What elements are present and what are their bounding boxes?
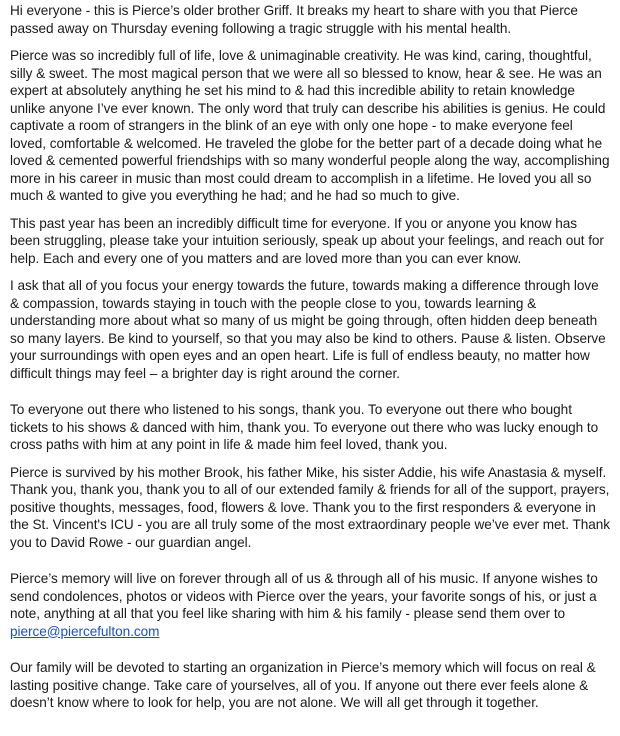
email-link[interactable]: pierce@piercefulton.com (10, 623, 160, 639)
paragraph-tribute: Pierce was so incredibly full of life, love & unimaginable creativity. He was kind, caring, thoughtful, silly & sweet. The most magical person that we were all so blessed to know, hear & see. He was an expert at absolutely anything he set his mind to & had this incredible ability to retain knowledge unlike anyone I’ve ever known. The only word that truly can describe his abilities is genius. He could captivate a room of strangers in the blink of an eye with only one hope - to make everyone feel loved, comfortable & welcomed. He traveled the globe for the better part of a decade doing what he loved & cemented powerful friendships with so many wonderful people along the way, accomplishing more in his career in music than most could dream to accomplish in a lifetime. He loved you all so much & wanted to give you everything he had; and he had so much to give. (10, 48, 610, 203)
paragraph-memory (10, 570, 610, 640)
paragraph-memory-text: Pierce’s memory will live on forever through all of us & through all of his music. If anyone wishes to send condolences, photos or videos with Pierce over the years, your favorite songs of his, or just a note, anything at all that you feel like sharing with him & his family - please send them over to (10, 571, 598, 621)
paragraph-intro: Hi everyone - this is Pierce’s older brother Griff. It breaks my heart to share with you that Pierce passed away on Thursday evening following a tragic struggle with his mental health. (10, 3, 578, 36)
paragraph-thanks-fans: To everyone out there who listened to his songs, thank you. To everyone out there who bought tickets to his shows & danced with him, thank you. To everyone out there who was lucky enough to cross paths with him at any point in life & made him feel loved, thank you. (10, 402, 599, 452)
letter-document (10, 2, 610, 712)
paragraph-survived-by: Pierce is survived by his mother Brook, his father Mike, his sister Addie, his wife Anastasia & myself. Thank you, thank you, thank you to all of our extended family & friends for all of the support, prayers, positive thoughts, messages, food, flowers & love. Thank you to the first responders & everyone in the St. Vincent's ICU - you are all truly some of the most extraordinary people we’ve ever met. Thank you to David Rowe - our guardian angel. (10, 464, 610, 550)
paragraph-difficult-year: This past year has been an incredibly difficult time for everyone. If you or anyone you know has been struggling, please take your intuition seriously, speak up about your feelings, and reach out for help. Each and every one of you matters and are loved more than you can ever know. (10, 215, 604, 266)
paragraph-focus-future: I ask that all of you focus your energy towards the future, towards making a difference through love & compassion, towards staying in touch with the people close to you, towards learning & understanding more about what so many of us might be going through, often hidden deep beneath so many layers. Be kind to yourself, so that you may also be kind to others. Pause & listen. Observe your surroundings with open eyes and an open heart. Life is full of endless beauty, no matter how difficult things may feel – a brighter day is right around the corner. (10, 278, 606, 381)
paragraph-organization: Our family will be devoted to starting an organization in Pierce’s memory which will focus on real & lasting positive change. Take care of yourselves, all of you. If anyone out there ever feels alone & doesn’t know where to look for help, you are not alone. We will all get through it together. (10, 660, 596, 710)
